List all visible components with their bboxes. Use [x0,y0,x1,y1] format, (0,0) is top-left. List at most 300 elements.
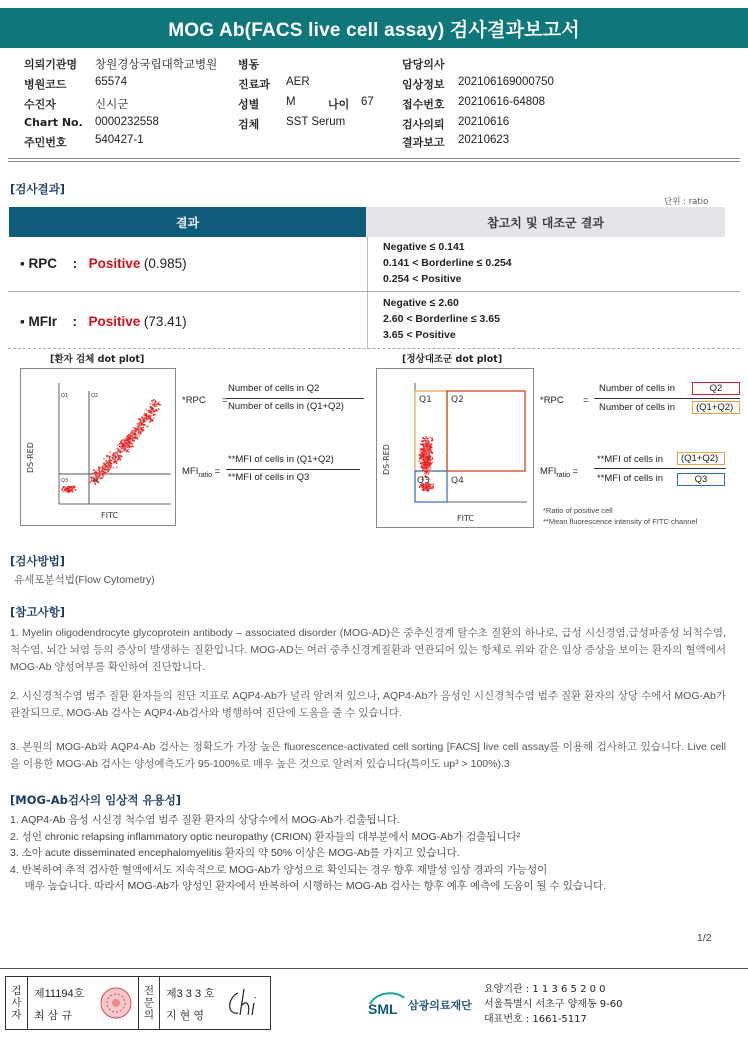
plot-dot [426,464,428,466]
mfi-text: MFI [182,466,199,477]
age-label: 나이 [328,98,350,111]
plot-dot [102,470,104,472]
q4-label: Q4 [451,476,464,486]
info-label: 의뢰기관명 [24,58,78,71]
plot-dot [154,404,156,406]
patient-mfi-denominator: **MFI of cells in Q3 [228,472,310,483]
plot-dot [149,421,151,423]
plot-dot [428,490,430,492]
org-address: 서울특별시 서초구 양재동 9-60 [484,999,623,1010]
plot-dot [120,441,122,443]
equals: = [222,395,228,406]
org-code: 요양기관 : 1 1 3 6 5 2 0 0 [484,984,606,995]
age-value: 67 [361,96,374,108]
q2-label: Q2 [91,393,99,399]
fraction-line [594,398,740,399]
plot-dot [132,440,134,442]
equals: = [572,466,579,477]
plot-dot [422,448,424,450]
result-colon: : [72,314,78,329]
clinical-section-title: [MOG-Ab검사의 임상적 유용성] [10,793,182,807]
plot-dot [426,457,428,459]
plot-dot [155,414,157,416]
plot-dot [102,476,104,478]
plot-dot [113,458,115,460]
info-label: 진료과 [238,78,270,91]
plot-dot [426,469,428,471]
plot-dot [112,454,114,456]
plot-dot [128,451,130,453]
plot-dot [151,400,153,402]
q2-box: Q2 [692,382,740,395]
control-dot-plot-canvas [377,369,533,527]
plot-dot [143,429,145,431]
plot-dot [113,467,115,469]
plot-dot [100,467,102,469]
plot-dot [152,420,154,422]
plot-dot [61,488,63,490]
plot-dot [109,451,111,453]
specialist-name: 지 현 영 [166,1010,204,1022]
plot-dot [430,484,432,486]
plot-dot [111,473,113,475]
control-rpc-denominator: Number of cells in [599,402,676,413]
org-name: 삼광의료재단 [408,999,472,1012]
plot-dot [98,471,100,473]
plot-dot [426,462,428,464]
reference-line: Negative ≤ 2.60 [383,297,459,309]
plot-dot [138,435,140,437]
plot-dot [427,446,429,448]
plot-dot [128,445,130,447]
plot-dot [65,487,67,489]
plot-dot [63,491,65,493]
plot-dot [426,486,428,488]
inspector-number: 제11194호 [34,988,85,1000]
plot-dot [120,454,122,456]
reference-line: 0.141 < Borderline ≤ 0.254 [383,257,512,269]
plot-dot [158,401,160,403]
mfi-text: MFI [540,466,557,477]
info-value: M [286,96,296,108]
org-phone: 대표번호 : 1661-5117 [484,1014,587,1025]
plot-dot [138,431,140,433]
footnote: **Mean fluorescence intensity of FITC channel [543,517,698,526]
control-mfi-numerator: **MFI of cells in [597,454,663,465]
plot-dot [147,418,149,420]
plot-dot [130,438,132,440]
info-label: 주민번호 [24,136,67,149]
plot-dot [432,439,434,441]
plot-dot [73,488,75,490]
plot-dot [424,440,426,442]
plot-dot [153,411,155,413]
plot-dot [429,466,431,468]
inspector-seal [99,986,133,1023]
plot-dot [124,445,126,447]
plot-dot [102,474,104,476]
method-text: 유세포분석법(Flow Cytometry) [14,574,155,586]
specialist-label-text: 전 문 의 [143,985,155,1021]
plot-dot [115,462,117,464]
plot-dot [150,403,152,405]
plot-dot [98,466,100,468]
plot-dot [425,455,427,457]
plot-dot [103,462,105,464]
divider [8,161,740,162]
plot-dot [154,401,156,403]
plot-dot [428,472,430,474]
equals: = [214,466,221,477]
plot-dot [107,456,109,458]
plot-dot [117,448,119,450]
plot-dot [123,448,125,450]
plot-dot [116,467,118,469]
info-value: 0000232558 [95,116,159,128]
sml-logo [366,984,406,1021]
plot-dot [424,452,426,454]
plot-dot [65,488,67,490]
plot-dot [143,419,145,421]
plot-dot [421,462,423,464]
plot-dot [424,473,426,475]
note-paragraph: 2. 시신경척수염 범주 질환 환자들의 진단 지표로 AQP4-Ab가 널리 알려져 있으나, AQP4-Ab가 음성인 시신경척수염 범주 질환 환자의 상당 수에서 MOG-Ab가 관찰되므로, MOG-Ab 검사는 AQP4-Ab검사와 병행하여 진단에 도움을 줄 수 있습니다. [10,690,726,719]
info-label: 수진자 [24,98,56,111]
plot-dot [137,427,139,429]
plot-dot [95,475,97,477]
plot-dot [132,432,134,434]
plot-dot [429,469,431,471]
result-row-mfir [20,314,187,329]
patient-rpc-label: *RPC [182,395,206,406]
info-label: Chart No. [24,116,83,129]
plot-dot [160,404,162,406]
method-section-title: [검사방법] [10,554,65,568]
row-divider [8,291,740,292]
plot-dot [101,472,103,474]
clinical-list [10,812,730,895]
info-label: 검사의뢰 [402,118,445,131]
org-info [484,982,623,1027]
plot-dot [131,430,133,432]
notes-section-title: [참고사항] [10,605,65,619]
page-number: 1/2 [697,932,712,944]
plot-dot [136,436,138,438]
mfi-sub: ratio [198,471,212,479]
plot-dot [143,424,145,426]
patient-dot-plot [20,368,176,526]
q3-box: Q3 [677,473,725,486]
patient-dots [61,399,161,493]
plot-dot [139,433,141,435]
plot-dot [104,464,106,466]
plot-dot [132,438,134,440]
mfi-sub: ratio [556,471,570,479]
column-divider [367,237,368,349]
plot-dot [134,431,136,433]
plot-dot [432,486,434,488]
list-item: 4. 반복하여 추적 검사한 혈액에서도 지속적으로 MOG-Ab가 양성으로 확인되는 경우 향후 재발성 임상 경과의 가능성이 [10,863,548,876]
info-value: AER [286,76,310,88]
equals: = [583,395,589,406]
specialist-signature [224,985,268,1024]
plot-dot [122,443,124,445]
result-value: (0.985) [143,256,187,271]
plot-dot [421,464,423,466]
patient-mfi-numerator: **MFI of cells in (Q1+Q2) [228,454,334,465]
inspector-label-text: 검 사 자 [11,985,22,1021]
plot-dot [430,443,432,445]
info-value: 20210623 [458,134,510,146]
plot-dot [140,420,142,422]
plot-dot [148,410,150,412]
plot-dot [138,426,140,428]
y-axis-label: DS-RED [382,444,391,475]
info-label: 성별 [238,98,260,111]
signature-box [5,976,271,1030]
plot-dot [120,457,122,459]
plot-dot [428,461,430,463]
info-label: 병동 [238,58,260,71]
plot-dot [429,465,431,467]
plot-dot [71,486,73,488]
reference-line: Negative ≤ 0.141 [383,241,465,253]
plot-dot [153,417,155,419]
patient-plot-label: [환자 검체 dot plot] [50,354,145,365]
plot-dot [158,408,160,410]
plot-dot [427,467,429,469]
plot-dot [425,453,427,455]
plot-dot [111,463,113,465]
result-colon: : [72,256,78,271]
plot-dot [428,444,430,446]
results-section-title: [검사결과] [10,182,65,196]
row-divider [8,348,740,349]
plot-dot [134,434,136,436]
plot-dot [113,462,115,464]
plot-dot [101,477,103,479]
control-mfi-denominator: **MFI of cells in [597,473,663,484]
plot-dot [144,413,146,415]
info-label: 접수번호 [402,98,445,111]
plot-dot [137,433,139,435]
plot-dot [105,469,107,471]
fraction-line [226,398,364,399]
plot-dot [422,437,424,439]
plot-dot [424,462,426,464]
q4-label: Q4 [91,478,99,484]
plot-dot [425,443,427,445]
plot-dot [431,438,433,440]
plot-dot [142,417,144,419]
reference-line: 0.254 < Positive [383,273,462,285]
plot-dot [420,443,422,445]
footnote: *Ratio of positive cell [543,506,613,515]
plot-dot [98,470,100,472]
result-name: RPC [28,256,58,271]
info-label: 결과보고 [402,136,445,149]
plot-dot [155,409,157,411]
list-item: 3. 소아 acute disseminated encephalomyelitis 환자의 약 50% 이상은 MOG-Ab를 가지고 있습니다. [10,847,460,859]
result-status: Positive [88,256,141,271]
plot-dot [109,466,111,468]
info-label: 임상정보 [402,78,445,91]
report-title: MOG Ab(FACS live cell assay) 검사결과보고서 [0,8,748,48]
plot-dot [139,425,141,427]
plot-dot [95,470,97,472]
plot-dot [429,450,431,452]
control-mfi-label [540,466,578,479]
info-label: 병원코드 [24,78,67,91]
info-value: 65574 [95,76,127,88]
bullet: ▪ [20,256,29,271]
plot-dot [104,474,106,476]
control-rpc-label: *RPC [540,395,564,406]
plot-dot [111,460,113,462]
info-value: 20210616 [458,116,510,128]
plot-dot [426,437,428,439]
q3-label: Q3 [417,476,430,486]
reference-mfir [383,295,500,343]
plot-dot [134,427,136,429]
plot-dot [131,443,133,445]
plot-dot [131,435,133,437]
plot-dot [430,447,432,449]
info-value: 창원경상국립대학교병원 [95,59,218,71]
plot-dot [118,458,120,460]
plot-dot [108,464,110,466]
list-item: 매우 높습니다. 따라서 MOG-Ab가 양성인 환자에서 반복하여 시행하는 MOG-Ab 검사는 향후 예후 예측에 도움이 될 수 있습니다. [10,880,607,892]
bullet: ▪ [20,314,29,329]
plot-dot [150,411,152,413]
plot-dot [141,423,143,425]
plot-dot [144,415,146,417]
plot-dot [423,459,425,461]
plot-dot [419,454,421,456]
plot-dot [139,419,141,421]
patient-mfi-label [182,466,220,479]
plot-dot [124,438,126,440]
plot-dot [422,456,424,458]
plot-dot [432,488,434,490]
plot-dot [71,488,73,490]
plot-dot [109,461,111,463]
info-value: 신시군 [95,99,129,111]
plot-dot [429,437,431,439]
plot-dot [105,460,107,462]
footer-divider [0,968,748,969]
plot-dot [108,469,110,471]
reference-line: 3.65 < Positive [383,329,456,341]
plot-dot [106,466,108,468]
fraction-line [226,469,360,470]
plot-dot [421,458,423,460]
plot-dot [130,446,132,448]
plot-dot [422,444,424,446]
q1-label: Q1 [419,395,432,405]
plot-dot [102,465,104,467]
plot-dot [153,414,155,416]
plot-dot [116,453,118,455]
y-axis-label: DS-RED [26,442,35,473]
plot-dot [425,460,427,462]
plot-dot [127,443,129,445]
q2-label: Q2 [451,395,464,405]
plot-dot [430,456,432,458]
plot-dot [117,456,119,458]
plot-dot [421,467,423,469]
plot-dot [75,489,77,491]
plot-dot [134,436,136,438]
plot-dot [152,402,154,404]
plot-dot [419,448,421,450]
plot-dot [141,419,143,421]
q1q2-box: (Q1+Q2) [677,452,725,465]
plot-dot [119,443,121,445]
plot-dot [139,422,141,424]
info-value: 20210616-64808 [458,96,545,108]
plot-dot [122,446,124,448]
plot-dot [153,399,155,401]
result-row-rpc [20,256,187,271]
plot-dot [68,486,70,488]
plot-dot [109,459,111,461]
plot-dot [132,445,134,447]
plot-dot [142,427,144,429]
plot-dot [108,473,110,475]
reference-column-header: 참고치 및 대조군 결과 [366,207,725,237]
plot-dot [150,419,152,421]
plot-dot [112,457,114,459]
plot-dot [91,473,93,475]
info-value: SST Serum [286,116,346,128]
plot-dot [145,418,147,420]
patient-rpc-numerator: Number of cells in Q2 [228,383,320,394]
info-label: 담당의사 [402,58,445,71]
plot-dot [429,449,431,451]
plot-dot [126,451,128,453]
plot-dot [419,458,421,460]
plot-dot [425,449,427,451]
note-paragraph: 3. 본원의 MOG-Ab와 AQP4-Ab 검사는 정확도가 가장 높은 fluorescence-activated cell sorting [FACS] live cell assay를 이용해 검사하고 있습니다. Live cell을 이용한 MOG-Ab 검사는 양성예측도가 95-100%로 매우 높은 것으로 알려져 있습니다(특이도 up³ > 100%).3 [10,741,726,770]
inspector-label [6,977,28,1029]
plot-dot [124,441,126,443]
q1-label: Q1 [61,393,69,399]
plot-dot [69,490,71,492]
reference-line: 2.60 < Borderline ≤ 3.65 [383,313,500,325]
plot-dot [147,426,149,428]
plot-dot [423,469,425,471]
plot-dot [120,451,122,453]
control-dot-plot [376,368,534,528]
plot-dot [119,459,121,461]
unit-label: 단위 : ratio [664,197,709,207]
plot-dot [419,486,421,488]
plot-dot [88,480,90,482]
plot-dot [105,472,107,474]
plot-dot [125,442,127,444]
plot-dot [103,458,105,460]
plot-dot [152,408,154,410]
plot-dot [127,437,129,439]
plot-dot [420,451,422,453]
plot-dot [426,440,428,442]
result-name: MFIr [28,314,58,329]
plot-dot [424,471,426,473]
plot-dot [426,471,428,473]
logo-text: SML [368,1001,398,1017]
plot-dot [113,452,115,454]
